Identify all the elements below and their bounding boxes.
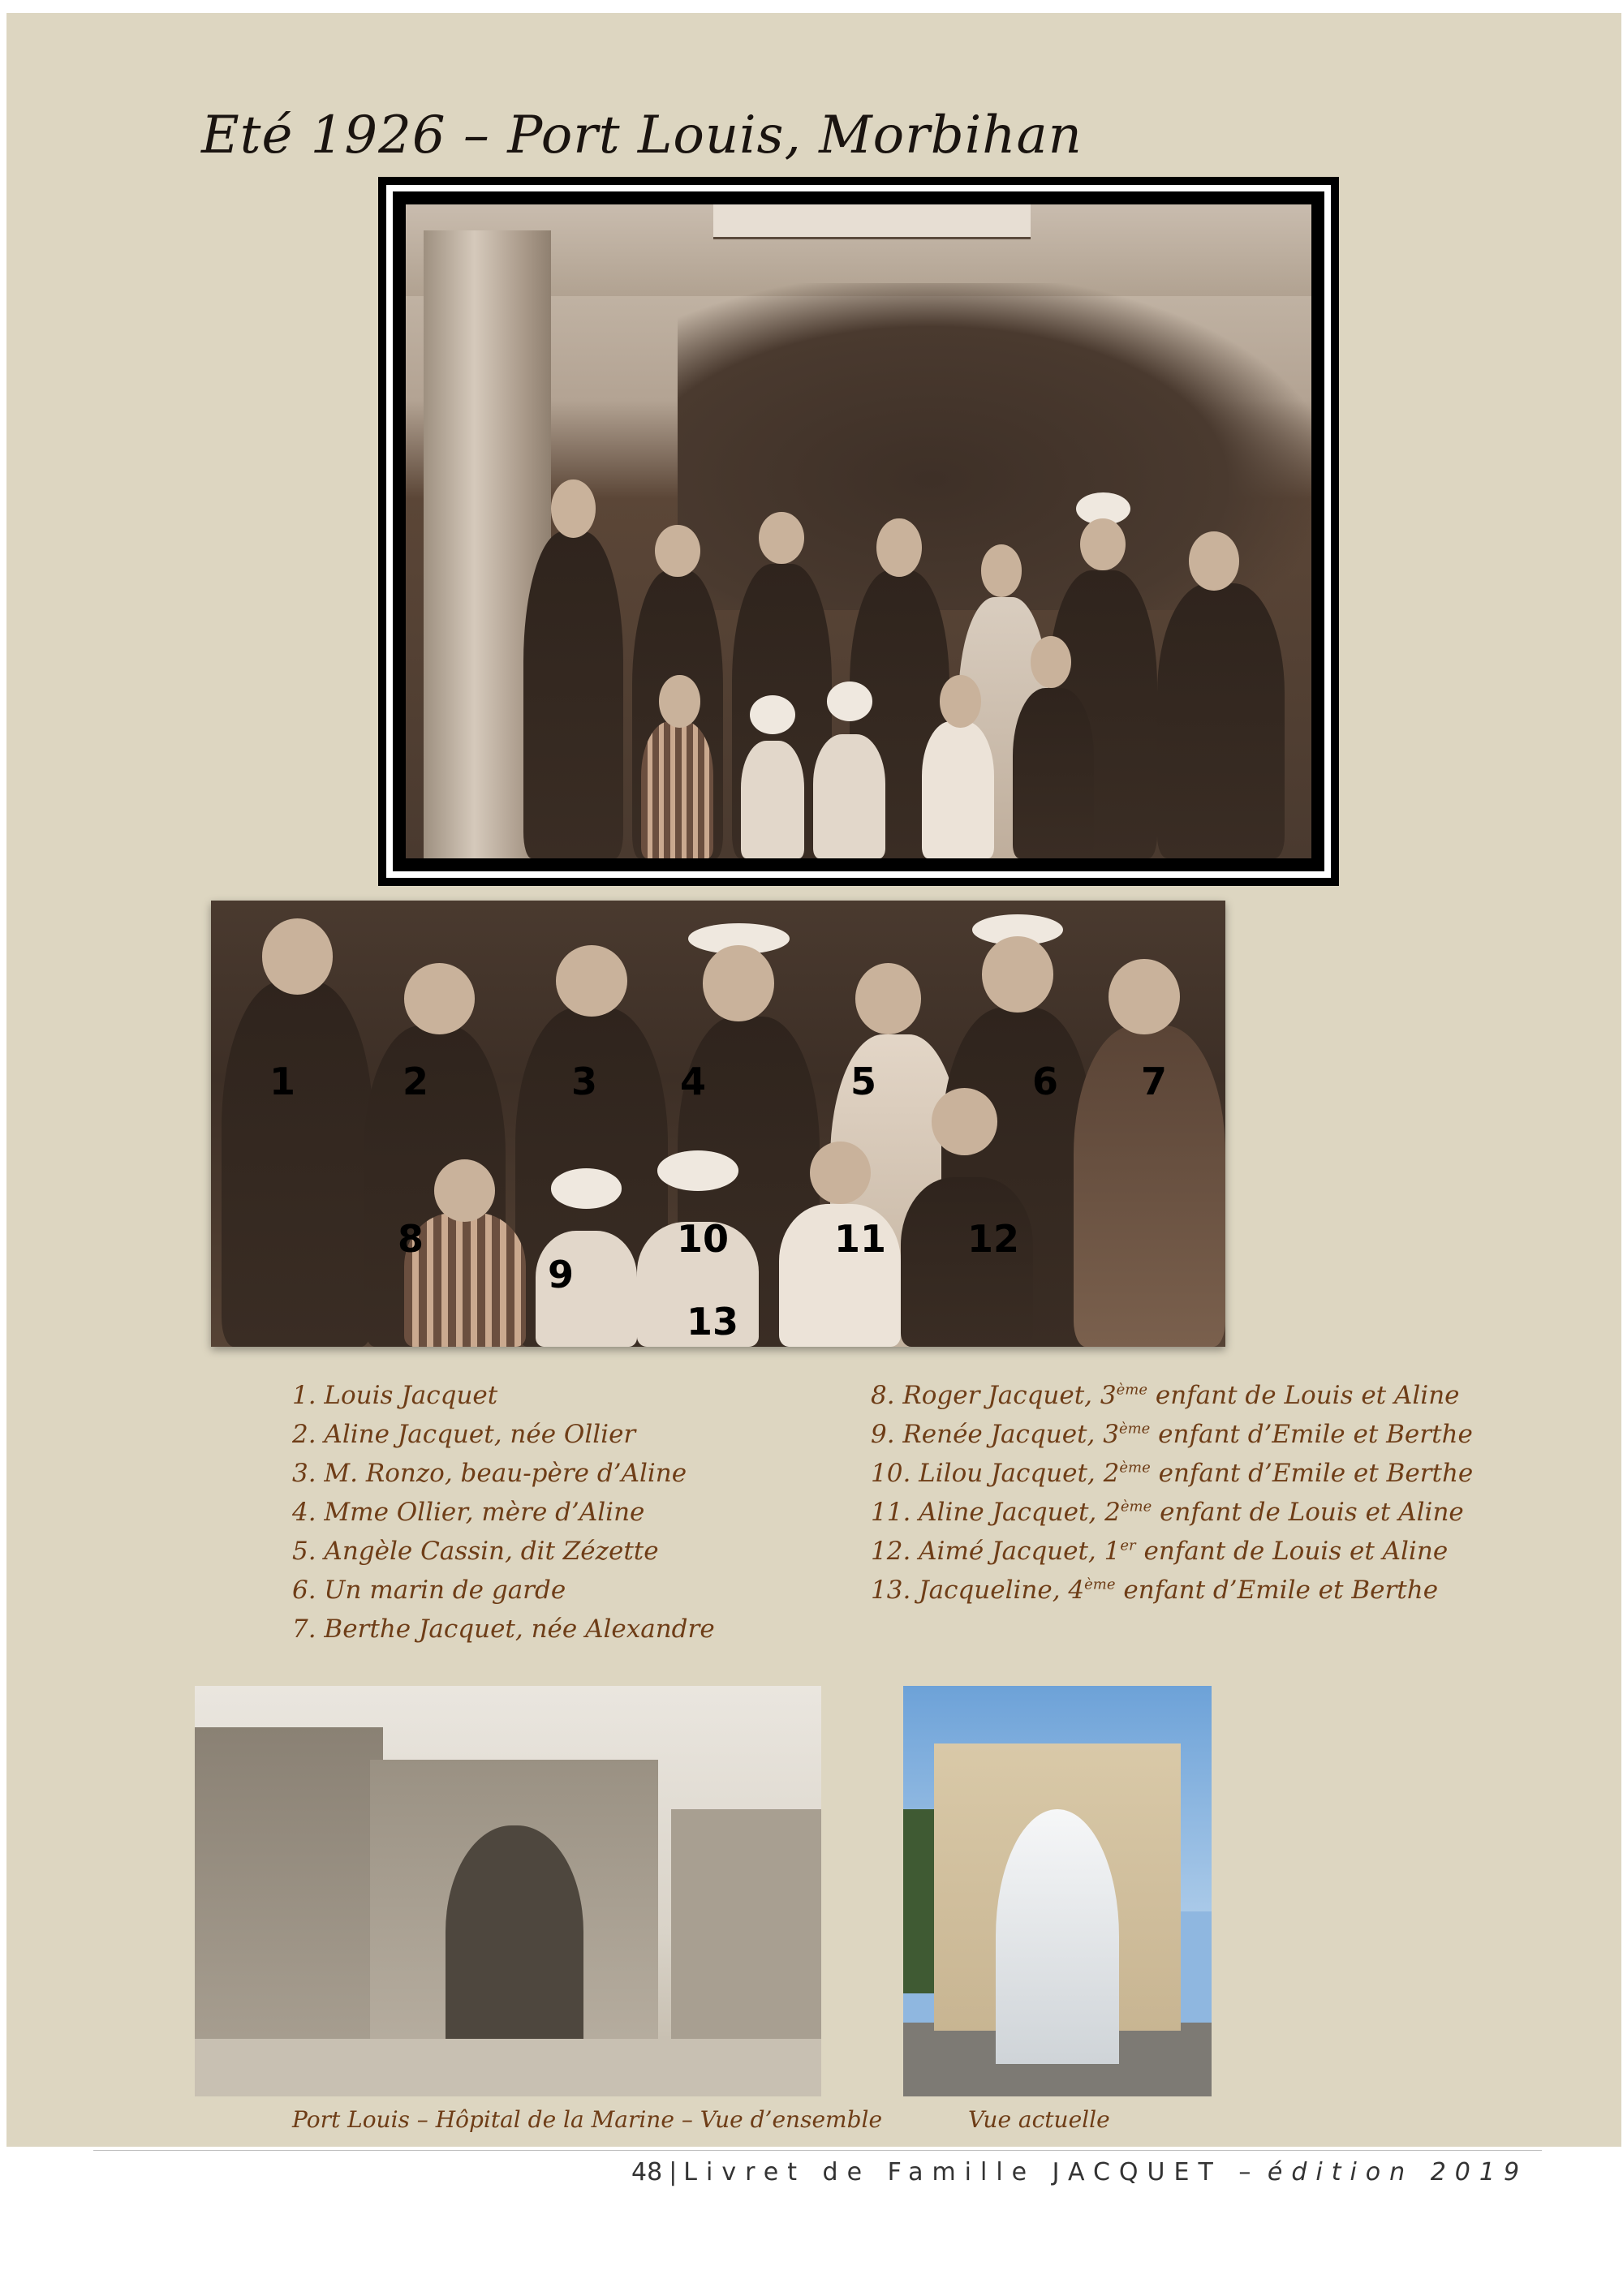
caption-item: 7. Berthe Jacquet, née Alexandre — [292, 1615, 715, 1644]
modern-gate-photo — [903, 1686, 1212, 2096]
person-label-8: 8 — [398, 1217, 424, 1261]
gate-archway — [996, 1809, 1119, 2064]
hospital-gate-arch — [446, 1825, 583, 2047]
page-number: 48 — [631, 2158, 663, 2186]
caption-list-right — [871, 1376, 1473, 1610]
caption-item: 13. Jacqueline, 4ème enfant d’Emile et Berthe — [871, 1576, 1439, 1605]
page-title: Eté 1926 – Port Louis, Morbihan — [201, 105, 1083, 166]
person-label-12: 12 — [967, 1217, 1020, 1261]
caption-item: 6. Un marin de garde — [292, 1576, 566, 1605]
footer-separator: | — [669, 2158, 678, 2186]
person-label-9: 9 — [548, 1253, 575, 1296]
caption-item: 5. Angèle Cassin, dit Zézette — [292, 1537, 659, 1566]
caption-item: 10. Lilou Jacquet, 2ème enfant d’Emile et Berthe — [871, 1459, 1474, 1488]
caption-item: 9. Renée Jacquet, 3ème enfant d’Emile et Berthe — [871, 1420, 1473, 1449]
footer-rule — [93, 2150, 1542, 2151]
main-photo-frame — [378, 177, 1339, 886]
person-label-7: 7 — [1141, 1060, 1168, 1103]
page-footer — [631, 2158, 1528, 2186]
person-label-10: 10 — [677, 1217, 730, 1261]
person-label-1: 1 — [269, 1060, 296, 1103]
old-photo-caption: Port Louis – Hôpital de la Marine – Vue d’ensemble — [292, 2106, 883, 2133]
caption-item: 11. Aline Jacquet, 2ème enfant de Louis et Aline — [871, 1498, 1464, 1527]
caption-item: 1. Louis Jacquet — [292, 1381, 498, 1410]
book-title: Livret de Famille JACQUET – — [683, 2158, 1260, 2186]
old-postcard-photo — [195, 1686, 821, 2096]
caption-item: 12. Aimé Jacquet, 1er enfant de Louis et Aline — [871, 1537, 1449, 1566]
modern-photo-caption: Vue actuelle — [968, 2106, 1110, 2133]
caption-item: 2. Aline Jacquet, née Ollier — [292, 1420, 636, 1449]
caption-list-left — [292, 1376, 715, 1649]
person-label-13: 13 — [687, 1300, 739, 1344]
person-label-5: 5 — [850, 1060, 877, 1103]
caption-item: 4. Mme Ollier, mère d’Aline — [292, 1498, 645, 1527]
person-label-4: 4 — [680, 1060, 707, 1103]
main-group-photo — [406, 204, 1311, 858]
person-label-2: 2 — [403, 1060, 429, 1103]
person-label-3: 3 — [571, 1060, 598, 1103]
person-label-6: 6 — [1032, 1060, 1059, 1103]
edition-label: édition 2019 — [1267, 2158, 1529, 2186]
hospital-sign — [713, 204, 1031, 239]
caption-item: 3. M. Ronzo, beau-père d’Aline — [292, 1459, 687, 1488]
caption-item: 8. Roger Jacquet, 3ème enfant de Louis et Aline — [871, 1381, 1460, 1410]
person-label-11: 11 — [834, 1217, 887, 1261]
numbered-group-photo — [211, 901, 1225, 1347]
